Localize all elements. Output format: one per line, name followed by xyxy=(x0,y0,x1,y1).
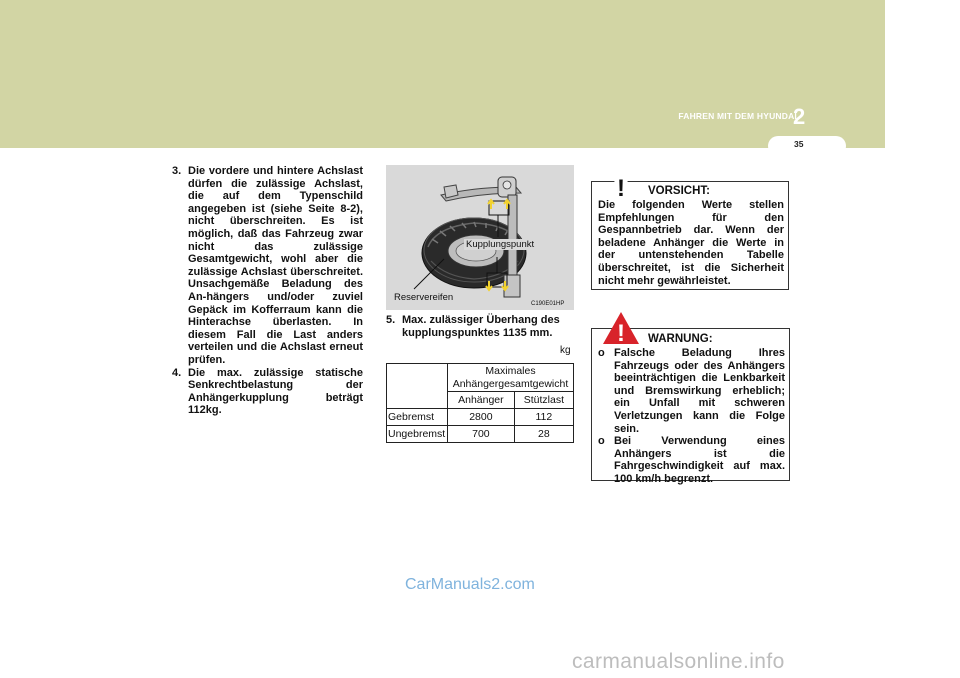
warning-bullet: o xyxy=(598,347,605,359)
watermark-carmanualsonline: carmanualsonline.info xyxy=(572,650,785,673)
table-header-trailer: Anhänger xyxy=(448,392,515,409)
warning-list xyxy=(598,347,785,486)
table-corner-cell xyxy=(387,364,448,409)
warning-title: WARNUNG: xyxy=(648,333,713,345)
warning-item-text: Bei Verwendung eines Anhängers ist die Fahrgeschwindigkeit auf max. 100 km/h begrenzt. xyxy=(614,435,785,485)
table-unit: kg xyxy=(560,345,571,356)
svg-text:!: ! xyxy=(617,320,625,345)
warning-triangle-icon xyxy=(604,170,638,200)
caution-title: VORSICHT: xyxy=(648,185,710,197)
caution-text: Die folgenden Werte stellen Empfehlungen für den Gespannbetrieb dar. Wenn der beladene Anhänger die Werte in der untenstehenden Tabelle überschreitet, ist die Sicherheit nicht mehr gewährleistet. xyxy=(598,199,784,287)
list-item-3 xyxy=(172,165,363,367)
weight-table xyxy=(386,363,574,443)
list-number: 4. xyxy=(172,366,182,379)
warning-item xyxy=(598,347,785,435)
list-text: Die max. zulässige statische Senkrechtbelastung der Anhängerkupplung beträgt 112kg. xyxy=(188,366,363,417)
coupling-point-label: Kupplungspunkt xyxy=(466,239,535,250)
watermark-carmanuals2: CarManuals2.com xyxy=(405,576,535,593)
page-number-tab xyxy=(768,136,846,156)
list-text: Max. zulässiger Überhang des kupplungspunktes 1135 mm. xyxy=(402,314,560,339)
caution-box xyxy=(591,175,789,290)
list-number: 3. xyxy=(172,165,182,177)
chapter-number: 2 xyxy=(793,104,806,129)
table-header-line-2: Anhängergesamtgewicht xyxy=(452,377,569,390)
left-column xyxy=(172,165,363,417)
warning-box xyxy=(591,320,790,485)
spare-tire-figure xyxy=(386,165,574,310)
chapter-title: FAHREN MIT DEM HYUNDAI xyxy=(678,111,797,121)
page-number: 35 xyxy=(794,139,804,149)
list-item-4 xyxy=(172,367,363,417)
warning-item xyxy=(598,435,785,485)
table-header-line-1: Maximales xyxy=(485,365,536,377)
header-band xyxy=(0,0,885,148)
table-cell-trailer: 700 xyxy=(448,426,515,443)
warning-item-text: Falsche Beladung Ihres Fahrzeugs oder des Anhängers beeinträchtigen die Lenkbarkeit und Bremswirkung erheblich; ein Unfall mit schweren Verletzungen kann die Folge sein. xyxy=(614,347,785,435)
table-header-main xyxy=(448,364,574,392)
table-cell-support: 28 xyxy=(514,426,573,443)
warning-triangle-filled-icon xyxy=(602,311,640,345)
spare-tire-label: Reservereifen xyxy=(394,292,454,303)
figure-code: C190E01HP xyxy=(531,301,565,307)
table-cell-trailer: 2800 xyxy=(448,409,515,426)
table-row-label: Gebremst xyxy=(387,409,448,426)
table-row xyxy=(387,426,574,443)
trailer-weight-table xyxy=(386,363,574,443)
table-row-label: Ungebremst xyxy=(387,426,448,443)
table-cell-support: 112 xyxy=(514,409,573,426)
list-item-5 xyxy=(386,314,574,339)
table-header-support: Stützlast xyxy=(514,392,573,409)
table-row xyxy=(387,409,574,426)
svg-text:!: ! xyxy=(617,175,625,200)
warning-bullet: o xyxy=(598,435,605,448)
list-text: Die vordere und hintere Achslast dürfen die zulässige Achslast, die auf dem Typenschild angegeben ist (siehe Seite 8-2), nicht überschreiten. Es ist möglich, daß das Fahrzeug zwar nicht das zulässige Gesamtgewicht, wohl aber die zulässige Achslast überschreitet. Unsachgemäße Beladung des An-hängers und/oder zuviel Gepäck im Kofferraum kann die Hinterachse überlasten. In diesem Fall die Last anders verteilen und die Achslast erneut prüfen. xyxy=(188,165,363,366)
list-number: 5. xyxy=(386,314,396,326)
spare-tire-illustration xyxy=(386,165,574,310)
